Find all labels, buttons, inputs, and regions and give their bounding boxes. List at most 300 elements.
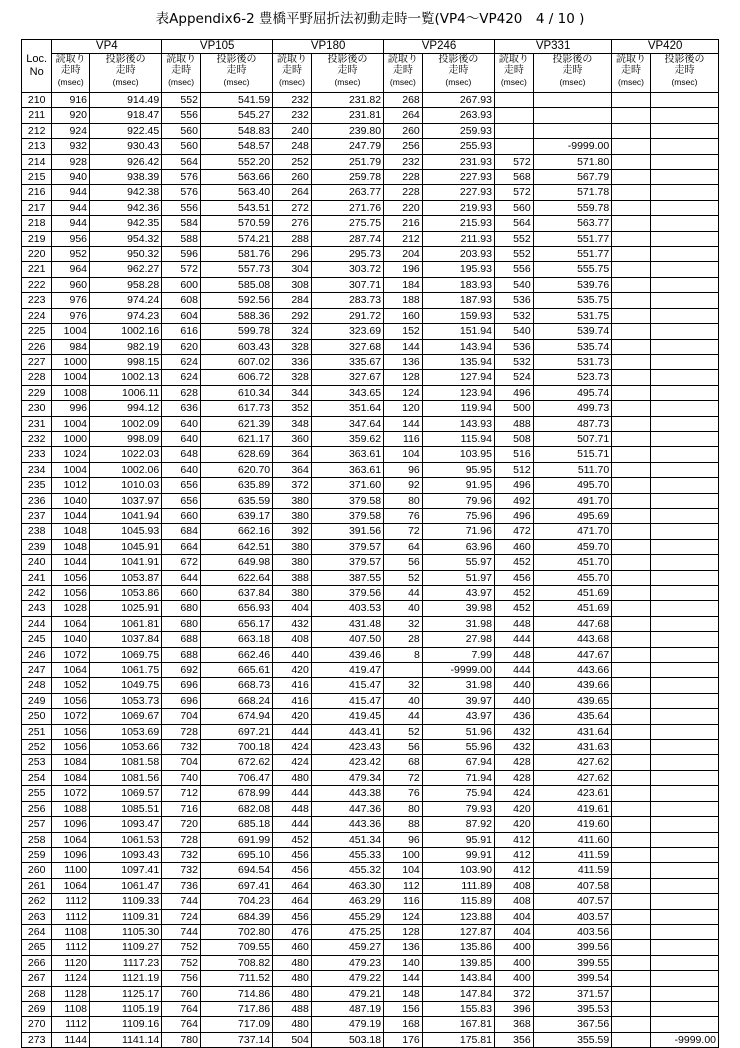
unit-label: (msec): [223, 76, 250, 87]
header-label: 読取り: [387, 54, 418, 65]
read-time-header: [384, 54, 423, 93]
read-time-cell: 460: [494, 539, 533, 554]
table-row: [22, 154, 719, 169]
header-label: 走時: [503, 65, 524, 77]
read-time-cell: 8: [384, 647, 423, 662]
read-time-cell: 944: [52, 216, 90, 231]
read-time-cell: 364: [273, 462, 312, 477]
projected-time-cell: 592.56: [200, 293, 272, 308]
read-time-cell: 1024: [52, 447, 90, 462]
projected-time-cell: 998.15: [90, 354, 162, 369]
header-label: 読取り: [616, 54, 647, 65]
projected-time-cell: 603.43: [200, 339, 272, 354]
read-time-cell: 288: [273, 231, 312, 246]
projected-time-cell: 574.21: [200, 231, 272, 246]
read-time-cell: 56: [384, 555, 423, 570]
projected-time-cell: 103.95: [422, 447, 494, 462]
projected-time-cell: 1025.91: [90, 601, 162, 616]
projected-time-cell: 1053.87: [90, 570, 162, 585]
read-time-cell: 656: [162, 478, 201, 493]
loc-header: [22, 40, 52, 93]
table-row: [22, 678, 719, 693]
projected-time-cell: 55.96: [422, 740, 494, 755]
projected-time-cell: [650, 894, 718, 909]
table-row: [22, 693, 719, 708]
read-time-cell: 1028: [52, 601, 90, 616]
read-time-cell: 364: [273, 447, 312, 462]
read-time-cell: 148: [384, 986, 423, 1001]
read-time-header: [273, 54, 312, 93]
header-label: 投影後の: [327, 54, 368, 65]
read-time-cell: 136: [384, 354, 423, 369]
projected-time-cell: 143.94: [422, 339, 494, 354]
projected-time-cell: 451.69: [533, 601, 611, 616]
read-time-cell: 604: [162, 308, 201, 323]
table-row: [22, 894, 719, 909]
projected-time-cell: 351.64: [311, 401, 383, 416]
read-time-cell: 168: [384, 1017, 423, 1032]
read-time-cell: 176: [384, 1032, 423, 1047]
vp-header: VP420: [612, 40, 719, 54]
projected-time-cell: 570.59: [200, 216, 272, 231]
table-row: [22, 971, 719, 986]
read-time-cell: 1044: [52, 555, 90, 570]
read-time-cell: [612, 647, 651, 662]
projected-time-cell: 708.82: [200, 955, 272, 970]
loc-cell: 220: [22, 247, 52, 262]
projected-time-cell: 1061.47: [90, 878, 162, 893]
header-label: 投影後の: [216, 54, 257, 65]
loc-cell: 238: [22, 524, 52, 539]
read-time-cell: 404: [494, 909, 533, 924]
table-row: [22, 478, 719, 493]
unit-label: (msec): [112, 76, 139, 87]
header-label: 走時: [226, 65, 247, 77]
read-time-cell: 1064: [52, 832, 90, 847]
read-time-cell: 576: [162, 170, 201, 185]
read-time-cell: 328: [273, 370, 312, 385]
loc-cell: 251: [22, 724, 52, 739]
unit-label: (msec): [168, 76, 195, 87]
unit-label: (msec): [445, 76, 472, 87]
projected-time-cell: 994.12: [90, 401, 162, 416]
read-time-cell: 400: [494, 955, 533, 970]
read-time-cell: 720: [162, 817, 201, 832]
projected-time-header: [533, 54, 611, 93]
projected-time-cell: 551.77: [533, 231, 611, 246]
loc-cell: 233: [22, 447, 52, 462]
projected-time-cell: [650, 555, 718, 570]
projected-time-cell: 1053.73: [90, 693, 162, 708]
projected-time-cell: 159.93: [422, 308, 494, 323]
read-time-cell: 996: [52, 401, 90, 416]
projected-time-cell: 942.36: [90, 200, 162, 215]
projected-time-cell: 1045.93: [90, 524, 162, 539]
projected-time-cell: 503.18: [311, 1032, 383, 1047]
projected-time-cell: 1105.19: [90, 1001, 162, 1016]
read-time-cell: 136: [384, 940, 423, 955]
projected-time-cell: 998.09: [90, 431, 162, 446]
projected-time-cell: 1117.23: [90, 955, 162, 970]
projected-time-cell: 535.74: [533, 339, 611, 354]
projected-time-cell: 459.70: [533, 539, 611, 554]
read-time-cell: 648: [162, 447, 201, 462]
read-time-cell: 584: [162, 216, 201, 231]
projected-time-cell: 439.46: [311, 647, 383, 662]
loc-cell: 267: [22, 971, 52, 986]
projected-time-cell: 621.17: [200, 431, 272, 446]
projected-time-cell: 43.97: [422, 586, 494, 601]
read-time-cell: 92: [384, 478, 423, 493]
projected-time-cell: 507.71: [533, 431, 611, 446]
projected-time-cell: 303.72: [311, 262, 383, 277]
projected-time-cell: 711.52: [200, 971, 272, 986]
projected-time-cell: 135.86: [422, 940, 494, 955]
projected-time-cell: [650, 616, 718, 631]
projected-time-cell: 714.86: [200, 986, 272, 1001]
read-time-cell: 440: [494, 678, 533, 693]
read-time-cell: 696: [162, 678, 201, 693]
read-time-cell: 272: [273, 200, 312, 215]
loc-cell: 219: [22, 231, 52, 246]
projected-time-cell: [650, 632, 718, 647]
header-label: 投影後の: [105, 54, 146, 65]
projected-time-cell: [650, 170, 718, 185]
projected-time-cell: 1002.09: [90, 416, 162, 431]
read-time-cell: 524: [494, 370, 533, 385]
projected-time-cell: 511.70: [533, 462, 611, 477]
projected-time-cell: [650, 663, 718, 678]
projected-time-cell: 700.18: [200, 740, 272, 755]
projected-time-cell: [650, 570, 718, 585]
read-time-cell: 732: [162, 863, 201, 878]
projected-time-cell: 443.68: [533, 632, 611, 647]
projected-time-cell: 439.66: [533, 678, 611, 693]
projected-time-cell: 227.93: [422, 185, 494, 200]
read-time-cell: [612, 724, 651, 739]
read-time-cell: 736: [162, 878, 201, 893]
loc-cell: 230: [22, 401, 52, 416]
table-row: [22, 709, 719, 724]
read-time-cell: 480: [273, 971, 312, 986]
read-time-cell: 964: [52, 262, 90, 277]
projected-time-cell: 127.94: [422, 370, 494, 385]
read-time-cell: [612, 139, 651, 154]
read-time-cell: 396: [494, 1001, 533, 1016]
projected-time-cell: 1053.69: [90, 724, 162, 739]
projected-time-cell: [533, 93, 611, 108]
read-time-cell: 424: [273, 740, 312, 755]
projected-time-cell: 115.94: [422, 431, 494, 446]
read-time-cell: 240: [273, 123, 312, 138]
read-time-cell: 1064: [52, 878, 90, 893]
loc-cell: 252: [22, 740, 52, 755]
loc-cell: 253: [22, 755, 52, 770]
read-time-cell: 744: [162, 894, 201, 909]
read-time-cell: 588: [162, 231, 201, 246]
projected-time-cell: 475.25: [311, 924, 383, 939]
projected-time-cell: 379.56: [311, 586, 383, 601]
projected-time-cell: 610.34: [200, 385, 272, 400]
read-time-cell: 692: [162, 663, 201, 678]
table-row: [22, 401, 719, 416]
header-label: 走時: [171, 65, 192, 77]
read-time-cell: 1096: [52, 847, 90, 862]
projected-time-cell: [650, 586, 718, 601]
read-time-cell: 752: [162, 940, 201, 955]
projected-time-cell: 395.53: [533, 1001, 611, 1016]
read-time-cell: 156: [384, 1001, 423, 1016]
read-time-cell: 704: [162, 755, 201, 770]
projected-time-cell: [650, 770, 718, 785]
projected-time-cell: 283.73: [311, 293, 383, 308]
read-time-cell: 456: [273, 863, 312, 878]
projected-time-cell: 379.58: [311, 493, 383, 508]
read-time-cell: 660: [162, 508, 201, 523]
read-time-cell: 1056: [52, 570, 90, 585]
table-row: [22, 524, 719, 539]
read-time-cell: 412: [494, 832, 533, 847]
projected-time-cell: [650, 493, 718, 508]
projected-time-cell: 1097.41: [90, 863, 162, 878]
read-time-cell: 152: [384, 324, 423, 339]
projected-time-cell: 1109.27: [90, 940, 162, 955]
read-time-cell: 728: [162, 832, 201, 847]
projected-time-cell: 479.22: [311, 971, 383, 986]
read-time-cell: [612, 93, 651, 108]
read-time-cell: 556: [494, 262, 533, 277]
read-time-cell: 640: [162, 416, 201, 431]
projected-time-cell: 1006.11: [90, 385, 162, 400]
projected-time-cell: 552.20: [200, 154, 272, 169]
read-time-cell: 40: [384, 601, 423, 616]
projected-time-cell: [650, 108, 718, 123]
loc-cell: 240: [22, 555, 52, 570]
loc-cell: 249: [22, 693, 52, 708]
loc-cell: 244: [22, 616, 52, 631]
projected-time-cell: 431.64: [533, 724, 611, 739]
projected-time-cell: 495.74: [533, 385, 611, 400]
projected-time-cell: 435.64: [533, 709, 611, 724]
projected-time-cell: 459.27: [311, 940, 383, 955]
read-time-cell: 1000: [52, 354, 90, 369]
read-time-cell: [612, 508, 651, 523]
read-time-cell: 432: [494, 740, 533, 755]
projected-time-cell: 271.76: [311, 200, 383, 215]
projected-time-cell: 403.56: [533, 924, 611, 939]
read-time-cell: [612, 324, 651, 339]
loc-cell: 210: [22, 93, 52, 108]
read-time-cell: 704: [162, 709, 201, 724]
read-time-cell: 624: [162, 370, 201, 385]
projected-time-header: [200, 54, 272, 93]
read-time-cell: 628: [162, 385, 201, 400]
loc-cell: 232: [22, 431, 52, 446]
read-time-cell: 712: [162, 786, 201, 801]
projected-time-cell: [533, 108, 611, 123]
projected-time-cell: 942.38: [90, 185, 162, 200]
projected-time-cell: [650, 986, 718, 1001]
projected-time-cell: 1045.91: [90, 539, 162, 554]
table-row: [22, 616, 719, 631]
read-time-cell: 140: [384, 955, 423, 970]
read-time-cell: 404: [494, 924, 533, 939]
read-time-cell: 32: [384, 678, 423, 693]
projected-time-cell: 263.93: [422, 108, 494, 123]
projected-time-cell: 656.93: [200, 601, 272, 616]
table-row: [22, 493, 719, 508]
read-time-cell: [612, 786, 651, 801]
read-time-cell: [612, 817, 651, 832]
table-row: [22, 339, 719, 354]
read-time-cell: [612, 570, 651, 585]
projected-time-cell: [650, 262, 718, 277]
projected-time-cell: [650, 401, 718, 416]
read-time-cell: 640: [162, 431, 201, 446]
projected-time-cell: 259.93: [422, 123, 494, 138]
read-time-cell: 412: [494, 847, 533, 862]
read-time-cell: 144: [384, 971, 423, 986]
projected-time-cell: 982.19: [90, 339, 162, 354]
loc-cell: 256: [22, 801, 52, 816]
read-time-cell: 456: [273, 909, 312, 924]
projected-time-cell: 704.23: [200, 894, 272, 909]
read-time-cell: 72: [384, 770, 423, 785]
header-label: 投影後の: [664, 54, 705, 65]
read-time-cell: 756: [162, 971, 201, 986]
read-time-cell: 1044: [52, 508, 90, 523]
table-row: [22, 786, 719, 801]
projected-time-cell: 1109.33: [90, 894, 162, 909]
projected-time-cell: 950.32: [90, 247, 162, 262]
read-time-cell: 228: [384, 170, 423, 185]
projected-time-cell: 539.76: [533, 277, 611, 292]
read-time-cell: 556: [162, 200, 201, 215]
projected-time-cell: 183.93: [422, 277, 494, 292]
read-time-cell: 780: [162, 1032, 201, 1047]
read-time-cell: [612, 832, 651, 847]
read-time-cell: [612, 108, 651, 123]
read-time-cell: 480: [273, 770, 312, 785]
projected-time-cell: 685.18: [200, 817, 272, 832]
read-time-header: [162, 54, 201, 93]
projected-time-cell: 555.75: [533, 262, 611, 277]
projected-time-cell: 606.72: [200, 370, 272, 385]
read-time-cell: 552: [494, 231, 533, 246]
table-row: [22, 740, 719, 755]
read-time-cell: 1048: [52, 539, 90, 554]
read-time-cell: 444: [273, 786, 312, 801]
read-time-cell: 572: [494, 185, 533, 200]
read-time-cell: 952: [52, 247, 90, 262]
read-time-cell: [612, 663, 651, 678]
projected-time-cell: 523.73: [533, 370, 611, 385]
projected-time-cell: 684.39: [200, 909, 272, 924]
vp-header: VP4: [52, 40, 162, 54]
projected-time-cell: 167.81: [422, 1017, 494, 1032]
projected-time-cell: 431.63: [533, 740, 611, 755]
read-time-cell: 920: [52, 108, 90, 123]
read-time-cell: [612, 909, 651, 924]
projected-time-cell: 447.68: [533, 616, 611, 631]
projected-time-cell: 423.42: [311, 755, 383, 770]
projected-time-cell: 599.78: [200, 324, 272, 339]
projected-time-cell: 1109.16: [90, 1017, 162, 1032]
projected-time-cell: 215.93: [422, 216, 494, 231]
projected-time-cell: -9999.00: [533, 139, 611, 154]
projected-time-cell: [650, 216, 718, 231]
projected-time-cell: 938.39: [90, 170, 162, 185]
projected-time-cell: 455.70: [533, 570, 611, 585]
header-label: 走時: [621, 65, 642, 77]
loc-cell: 224: [22, 308, 52, 323]
read-time-cell: 124: [384, 385, 423, 400]
read-time-cell: 40: [384, 693, 423, 708]
projected-time-cell: 958.28: [90, 277, 162, 292]
projected-time-cell: [650, 971, 718, 986]
table-row: [22, 324, 719, 339]
loc-cell: 242: [22, 586, 52, 601]
read-time-cell: 428: [494, 770, 533, 785]
read-time-cell: 684: [162, 524, 201, 539]
read-time-cell: 276: [273, 216, 312, 231]
read-time-cell: 32: [384, 616, 423, 631]
read-time-cell: 380: [273, 493, 312, 508]
projected-time-cell: [650, 339, 718, 354]
projected-time-cell: 239.80: [311, 123, 383, 138]
read-time-cell: 416: [273, 678, 312, 693]
table-row: [22, 801, 719, 816]
table-row: [22, 632, 719, 647]
projected-time-cell: 247.79: [311, 139, 383, 154]
projected-time-cell: 411.60: [533, 832, 611, 847]
projected-time-cell: 371.57: [533, 986, 611, 1001]
projected-time-cell: 737.14: [200, 1032, 272, 1047]
read-time-cell: 504: [273, 1032, 312, 1047]
read-time-cell: 672: [162, 555, 201, 570]
unit-label: (msec): [618, 76, 645, 87]
read-time-cell: [494, 93, 533, 108]
projected-time-cell: 71.94: [422, 770, 494, 785]
projected-time-cell: [650, 185, 718, 200]
read-time-cell: 56: [384, 740, 423, 755]
projected-time-cell: 922.45: [90, 123, 162, 138]
read-time-cell: 264: [273, 185, 312, 200]
table-row: [22, 647, 719, 662]
projected-time-cell: 463.30: [311, 878, 383, 893]
projected-time-cell: 95.91: [422, 832, 494, 847]
read-time-cell: 1056: [52, 586, 90, 601]
sub-header-row: [22, 54, 719, 93]
loc-cell: 246: [22, 647, 52, 662]
projected-time-cell: 1085.51: [90, 801, 162, 816]
table-row: [22, 832, 719, 847]
read-time-cell: [612, 1032, 651, 1047]
table-row: [22, 231, 719, 246]
table-row: [22, 570, 719, 585]
projected-time-cell: 155.83: [422, 1001, 494, 1016]
table-row: [22, 770, 719, 785]
table-row: [22, 1032, 719, 1047]
read-time-cell: 28: [384, 632, 423, 647]
read-time-cell: 456: [494, 570, 533, 585]
projected-time-cell: 463.29: [311, 894, 383, 909]
projected-time-cell: 427.62: [533, 755, 611, 770]
projected-time-cell: [650, 370, 718, 385]
table-row: [22, 462, 719, 477]
header-label: 走時: [448, 65, 469, 77]
read-time-cell: 328: [273, 339, 312, 354]
